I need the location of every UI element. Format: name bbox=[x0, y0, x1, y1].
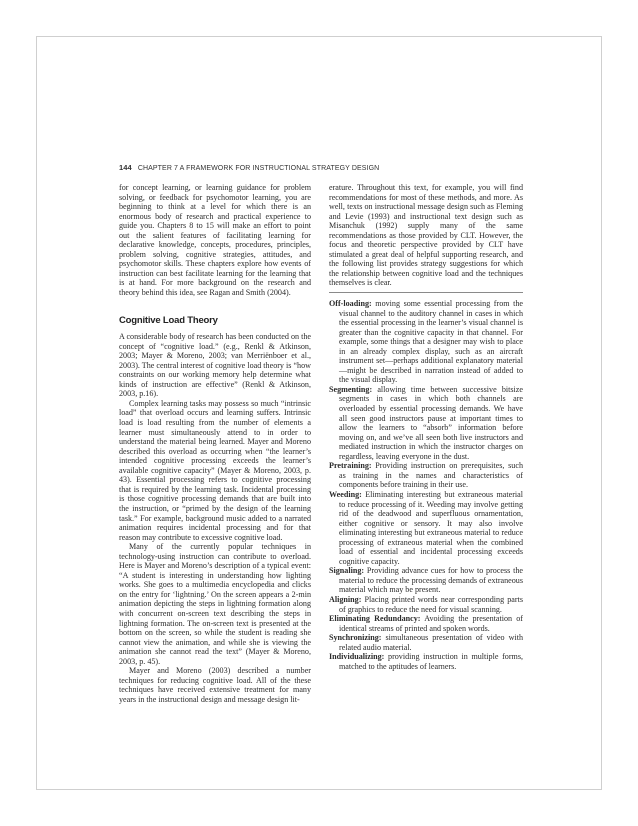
strategy-item bbox=[329, 595, 523, 614]
strategy-definition: Avoiding the presentation of identical streams of printed and spoken words. bbox=[339, 614, 524, 633]
strategy-term: Pretraining: bbox=[329, 461, 372, 471]
strategy-term: Aligning: bbox=[329, 594, 362, 604]
strategy-definition: allowing time between successive bitsize segments in cases in which both channels are overloaded by essential processing demands. We have all seen good instructors pause at important times to allow the learners to “absorb” information before moving on, and we’ve all seen both live instructors and mediated instruction in which the instructor charges on regardless, leaving everyone in the dust. bbox=[339, 384, 523, 461]
strategy-term: Signaling: bbox=[329, 566, 365, 576]
section-heading: Cognitive Load Theory bbox=[119, 314, 218, 326]
right-intro-paragraph: erature. Throughout this text, for example, you will find recommendations for most of these methods, and more. As well, texts on instructional message design such as Fleming and Levie (1993) and instructional text design such as Misanchuk (1992) supply many of the same recommendations as those provided by CLT. However, the focus and theoretic perspective provided by CLT have stimulated a great deal of helpful supporting research, and the following list provides strategy suggestions for which the relationship between cognitive load and the techniques themselves is clear. bbox=[329, 183, 523, 288]
running-head bbox=[119, 163, 539, 172]
strategy-term: Eliminating Redundancy: bbox=[329, 614, 421, 624]
strategy-list bbox=[329, 299, 523, 671]
left-column bbox=[119, 183, 311, 704]
strategy-definition: Providing instruction on prerequisites, such as training in the names and characteristics of components before training in their use. bbox=[339, 461, 523, 490]
body-paragraph: Many of the currently popular techniques in technology-using instruction can contribute to overload. Here is Mayer and Moreno’s description of a typical event: “A student is interesting in understanding how lighting works. She goes to a multimedia encyclopedia and clicks on the entry for ‘lightning.’ On the screen appears a 2-min animation depicting the steps in lightning formation along with concurrent on-screen text describing the steps in lightning formation. The on-screen text is presented at the bottom on the screen, so while the student is reading she cannot view the animation, and while she is viewing the animation she cannot read the text” (Mayer & Moreno, 2003, p. 45). bbox=[119, 542, 311, 666]
right-column bbox=[329, 183, 523, 671]
strategy-definition: Providing advance cues for how to process the material to reduce the processing demands of extraneous material which may be present. bbox=[339, 566, 523, 595]
left-intro-paragraph: for concept learning, or learning guidance for problem solving, or feedback for psychomotor learning, you are beginning to think at a level for which there is an enormous body of research and practical experience to guide you. Chapters 8 to 15 will make an effort to point out the salient features of facilitating learning for declarative knowledge, concepts, procedures, principles, problem solving, cognitive strategies, attitudes, and psychomotor skills. These chapters explore how events of instruction can best facilitate learning for the learning that is at hand. For more background on the research and theory behind this idea, see Ragan and Smith (2004). bbox=[119, 183, 311, 298]
strategy-item bbox=[329, 461, 523, 490]
strategy-definition: simultaneous presentation of video with related audio material. bbox=[339, 633, 523, 652]
strategy-definition: Eliminating interesting but extraneous material to reduce processing of it. Weeding may involve getting rid of the deadwood and superfluous ornamentation, either cognitive or sensory. It may also involve eliminating interesting but extraneous material to reduce processing of extraneous material when the combined load of essential and incidental processing exceeds cognitive capacity. bbox=[339, 489, 523, 566]
strategy-term: Weeding: bbox=[329, 489, 362, 499]
strategy-item bbox=[329, 385, 523, 461]
body-paragraph: A considerable body of research has been conducted on the concept of “cognitive load.” (e.g., Renkl & Atkinson, 2003; Mayer & Moreno, 2003; van Merriënboer et al., 2003). The central interest of cognitive load theory is “how constraints on our working memory help determine what kinds of instruction are effective” (Renkl & Atkinson, 2003, p.16). bbox=[119, 332, 311, 399]
strategy-term: Individualizing: bbox=[329, 652, 385, 662]
chapter-title: CHAPTER 7 A FRAMEWORK FOR INSTRUCTIONAL STRATEGY DESIGN bbox=[137, 165, 380, 172]
divider-rule bbox=[329, 292, 523, 293]
strategy-item bbox=[329, 299, 523, 385]
strategy-item bbox=[329, 614, 523, 633]
strategy-item bbox=[329, 566, 523, 595]
strategy-definition: Placing printed words near corresponding parts of graphics to reduce the need for visual scanning. bbox=[339, 594, 523, 614]
strategy-item bbox=[329, 652, 523, 671]
strategy-item bbox=[329, 633, 523, 652]
strategy-definition: moving some essential processing from the visual channel to the auditory channel in cases in which the essential processing in the learner’s visual channel is greater than the cognitive capacity in that channel. For example, some things that a designer may wish to place in an already complex display, such as an aircraft instrument set—perhaps additional explanatory material—might be described in narration instead of added to the visual display. bbox=[339, 299, 523, 385]
page-number: 144 bbox=[119, 163, 132, 172]
body-paragraph: Complex learning tasks may possess so much “intrinsic load” that overload occurs and learning suffers. Intrinsic load is load resulting from the number of elements a learner must simultaneously attend to in order to understand the material being learned. Mayer and Moreno described this overload as occurring when “the learner’s intended cognitive processing exceeds the learner’s available cognitive capacity” (Mayer & Moreno, 2003, p. 43). Essential processing refers to cognitive processing that is required by the learning task. Incidental processing is those cognitive processing demands that are built into the instruction, or “primed by the design of the learning task.” For example, background music added to a narrated animation requires incidental processing and for that reason may contribute to excessive cognitive load. bbox=[119, 398, 311, 542]
strategy-item bbox=[329, 490, 523, 566]
body-paragraph: Mayer and Moreno (2003) described a number techniques for reducing cognitive load. All of the these techniques have received extensive treatment for many years in the instructional design and message design lit- bbox=[119, 666, 311, 704]
strategy-term: Synchronizing: bbox=[329, 633, 382, 643]
strategy-term: Off-loading: bbox=[329, 299, 372, 309]
strategy-definition: providing instruction in multiple forms, matched to the aptitudes of learners. bbox=[339, 652, 523, 671]
strategy-term: Segmenting: bbox=[329, 384, 373, 394]
